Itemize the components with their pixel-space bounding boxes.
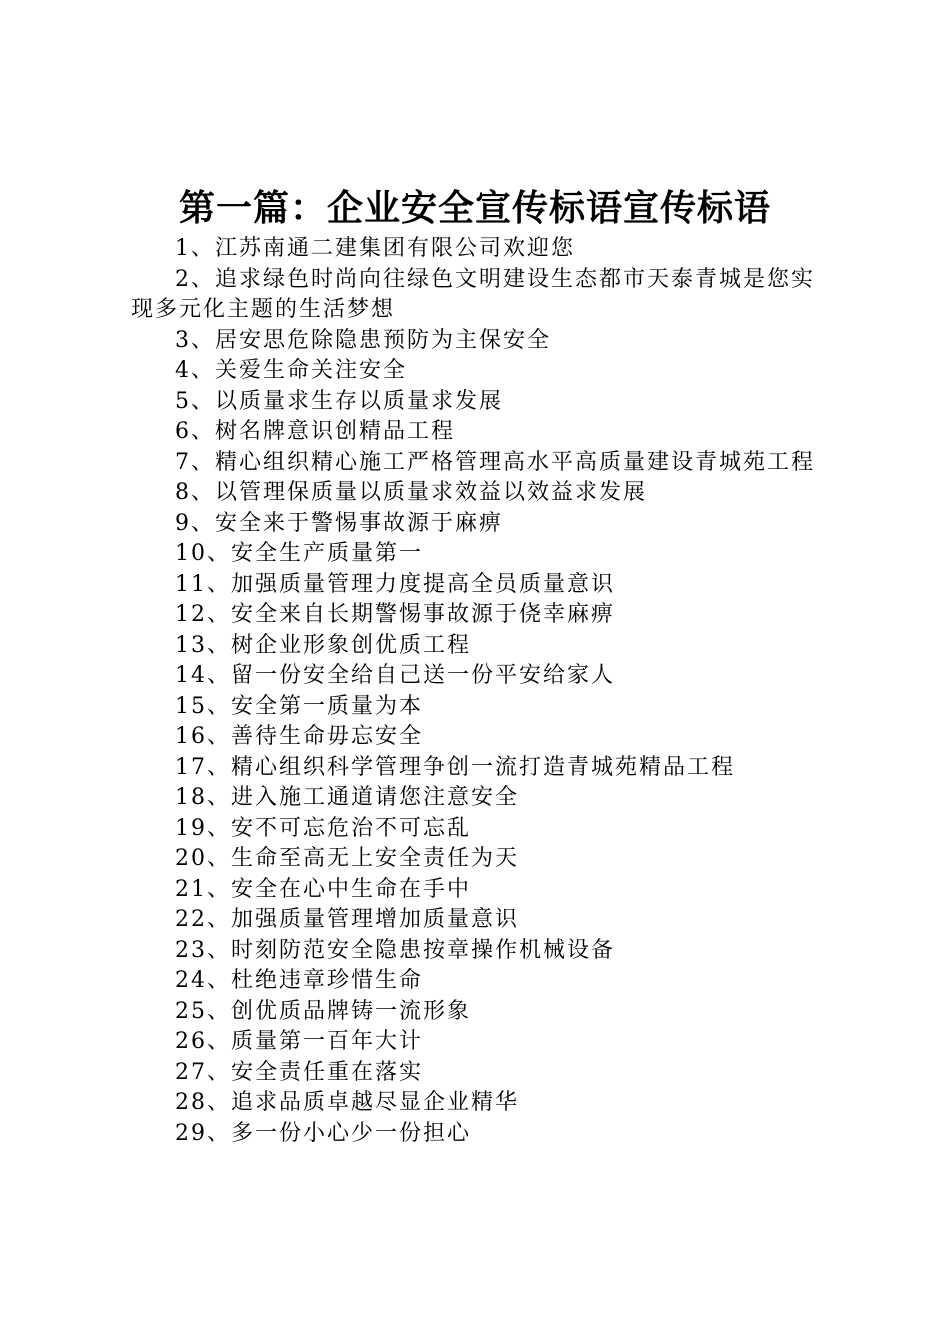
list-item: 28、追求品质卓越尽显企业精华	[175, 1090, 519, 1115]
list-item: 3、居安思危除隐患预防为主保安全	[175, 327, 551, 353]
list-item: 26、质量第一百年大计	[175, 1029, 423, 1054]
slogan-list	[131, 234, 831, 1149]
list-item: 24、杜绝违章珍惜生命	[175, 968, 423, 993]
list-item: 9、安全来于警惕事故源于麻痹	[175, 510, 503, 536]
list-item: 8、以管理保质量以质量求效益以效益求发展	[175, 480, 647, 505]
list-item: 5、以质量求生存以质量求发展	[175, 388, 503, 414]
list-item: 19、安不可忘危治不可忘乱	[175, 815, 471, 841]
list-item: 13、树企业形象创优质工程	[175, 632, 471, 658]
list-item: 14、留一份安全给自己送一份平安给家人	[175, 663, 615, 688]
list-item: 27、安全责任重在落实	[175, 1059, 423, 1085]
list-item: 11、加强质量管理力度提高全员质量意识	[175, 571, 615, 597]
list-item: 17、精心组织科学管理争创一流打造青城苑精品工程	[175, 754, 735, 780]
list-item: 16、善待生命毋忘安全	[175, 724, 423, 749]
list-item: 29、多一份小心少一份担心	[175, 1120, 471, 1146]
list-item: 18、进入施工通道请您注意安全	[175, 785, 519, 810]
list-item: 12、安全来自长期警惕事故源于侥幸麻痹	[175, 602, 615, 627]
list-item: 23、时刻防范安全隐患按章操作机械设备	[175, 937, 615, 963]
list-item: 10、安全生产质量第一	[175, 541, 423, 566]
list-item: 2、追求绿色时尚向往绿色文明建设生态都市天泰青城是您实现多元化主题的生活梦想	[131, 266, 815, 322]
list-item: 15、安全第一质量为本	[175, 693, 423, 719]
list-item: 6、树名牌意识创精品工程	[175, 419, 455, 444]
list-item: 7、精心组织精心施工严格管理高水平高质量建设青城苑工程	[175, 449, 815, 475]
list-item: 25、创优质品牌铸一流形象	[175, 998, 471, 1024]
list-item: 22、加强质量管理增加质量意识	[175, 907, 519, 932]
list-item: 20、生命至高无上安全责任为天	[175, 846, 519, 871]
list-item: 4、关爱生命关注安全	[175, 358, 407, 383]
document-title: 第一篇：企业安全宣传标语宣传标语	[178, 187, 771, 229]
list-item: 1、江苏南通二建集团有限公司欢迎您	[175, 236, 575, 261]
list-item: 21、安全在心中生命在手中	[175, 876, 471, 902]
